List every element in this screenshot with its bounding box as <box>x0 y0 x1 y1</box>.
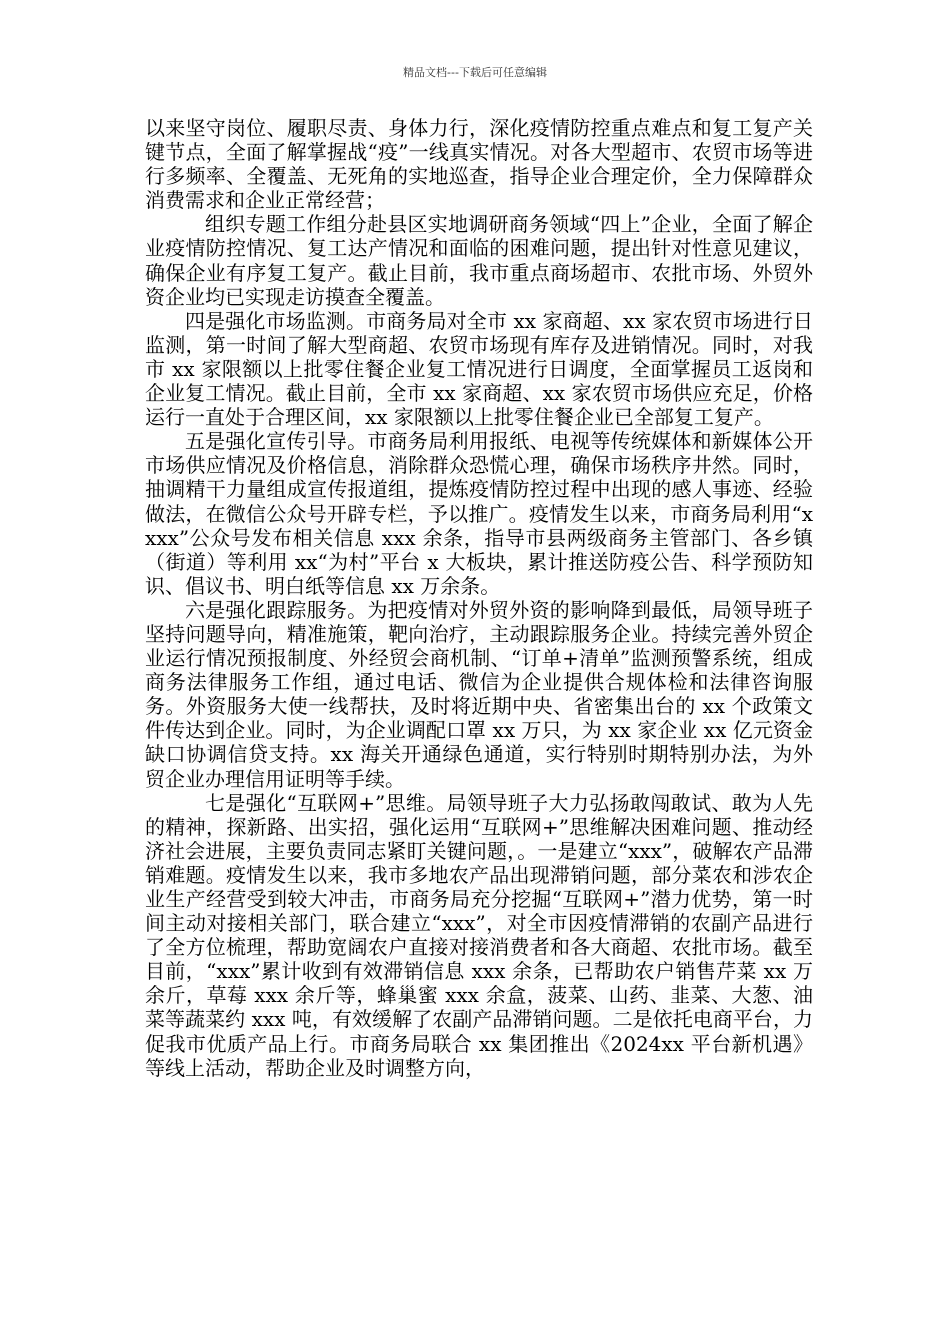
page-header: 精品文档---下载后可任意编辑 <box>403 66 547 79</box>
paragraph-tracking-service: 六是强化跟踪服务。为把疫情对外贸外资的影响降到最低，局领导班子坚持问题导向，精准施策，靶向治疗，主动跟踪服务企业。持续完善外贸企业运行情况预报制度、外经贸会商机制、“订单+清单”监测预警系统，组成商务法律服务工作组，通过电话、微信为企业提供合规体检和法律咨询服务。外资服务大使一线帮扶，及时将近期中央、省密集出台的 xx 个政策文件传达到企业。同时，为企业调配口罩 xx 万只，为 xx 家企业 xx 亿元资金缺口协调信贷支持。xx 海关开通绿色通道，实行特别时期特别办法，为外贸企业办理信用证明等手续。 <box>145 597 813 791</box>
paragraph-internet-plus: 七是强化“互联网+”思维。局领导班子大力弘扬敢闯敢试、敢为人先的精神，探新路、出实招，强化运用“互联网+”思维解决困难问题、推动经济社会进展，主要负责同志紧盯关键问题，。一是建立“xxx”，破解农产品滞销难题。疫情发生以来，我市多地农产品出现滞销问题，部分菜农和涉农企业生产经营受到较大冲击，市商务局充分挖掘“互联网+”潜力优势，第一时间主动对接相关部门，联合建立“xxx”，对全市因疫情滞销的农副产品进行了全方位梳理，帮助宽阔农户直接对接消费者和各大商超、农批市场。截至目前，“xxx”累计收到有效滞销信息 xxx 余条，已帮助农户销售芹菜 xx 万余斤，草莓 xxx 余斤等，蜂巢蜜 xxx 余盒，菠菜、山药、韭菜、大葱、油菜等蔬菜约 xxx 吨，有效缓解了农副产品滞销问题。二是依托电商平台，力促我市优质产品上行。市商务局联合 xx 集团推出《2024xx 平台新机遇》等线上活动，帮助企业及时调整方向， <box>145 790 813 1080</box>
paragraph-special-task-group: 组织专题工作组分赴县区实地调研商务领域“四上”企业，全面了解企业疫情防控情况、复工达产情况和面临的困难问题，提出针对性意见建议，确保企业有序复工复产。截止目前，我市重点商场超市、农批市场、外贸外资企业均已实现走访摸查全覆盖。 <box>145 212 813 309</box>
document-body <box>145 116 813 1080</box>
paragraph-publicity-guidance: 五是强化宣传引导。市商务局利用报纸、电视等传统媒体和新媒体公开市场供应情况及价格信息，消除群众恐慌心理，确保市场秩序井然。同时，抽调精干力量组成宣传报道组，提炼疫情防控过程中出现的感人事迹、经验做法，在微信公众号开辟专栏，予以推广。疫情发生以来，市商务局利用“xxxx”公众号发布相关信息 xxx 余条，指导市县两级商务主管部门、各乡镇（街道）等利用 xx“为村”平台 x 大板块，累计推送防疫公告、科学预防知识、倡议书、明白纸等信息 xx 万余条。 <box>145 429 813 598</box>
paragraph-market-monitoring: 四是强化市场监测。市商务局对全市 xx 家商超、xx 家农贸市场进行日监测，第一时间了解大型商超、农贸市场现有库存及进销情况。同时，对我市 xx 家限额以上批零住餐企业复工情况进行日调度，全面掌握员工返岗和企业复工情况。截止目前，全市 xx 家商超、xx 家农贸市场供应充足，价格运行一直处于合理区间，xx 家限额以上批零住餐企业已全部复工复产。 <box>145 308 813 430</box>
paragraph-continuation: 以来坚守岗位、履职尽责、身体力行，深化疫情防控重点难点和复工复产关键节点，全面了解掌握战“疫”一线真实情况。对各大型超市、农贸市场等进行多频率、全覆盖、无死角的实地巡查，指导企业合理定价，全力保障群众消费需求和企业正常经营； <box>145 116 813 213</box>
